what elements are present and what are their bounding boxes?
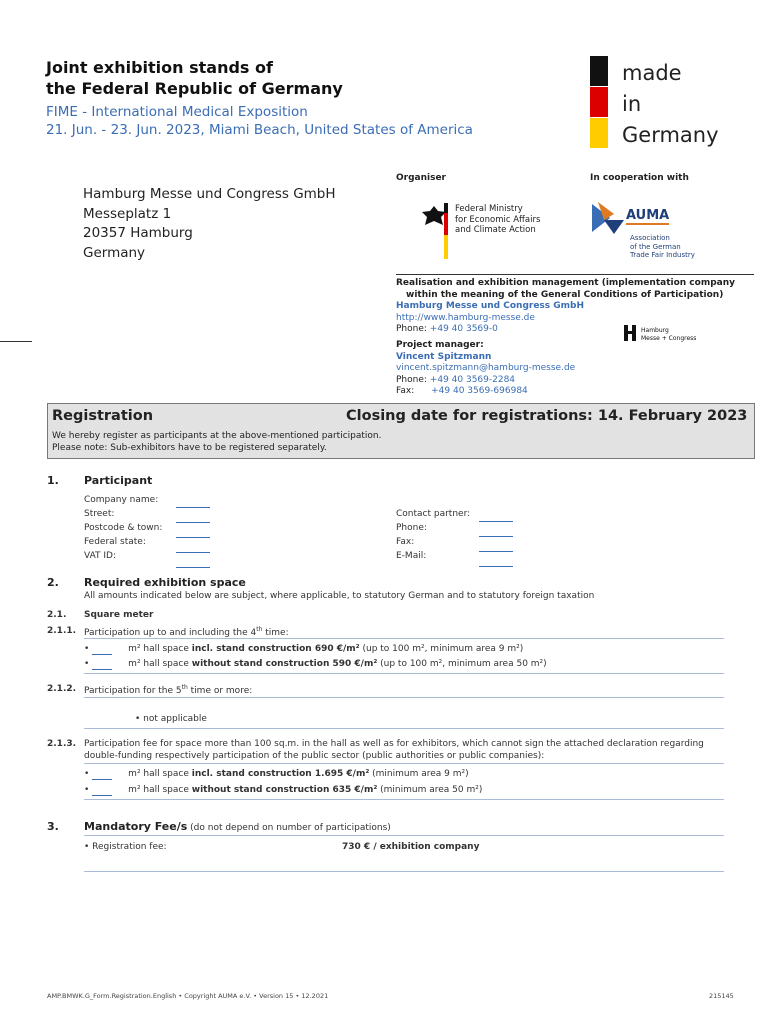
section-1-title: Participant [84, 474, 153, 487]
option-large-incl-construction[interactable]: • m² hall space incl. stand construction 1.695 €/m² (minimum area 9 m²) [84, 769, 469, 779]
street-field[interactable] [176, 508, 210, 523]
section-2-1-3-text: Participation fee for space more than 100 sq.m. in the hall as well as for exhibitors, which cannot sign the attached declaration regarding double-funding respectively participation of the public sector (public authorities or public companies): [84, 739, 704, 761]
section-2-1-1-text: Participation up to and including the 4th time: [84, 626, 289, 638]
divider [84, 697, 724, 698]
participant-left-inputs[interactable] [176, 493, 210, 568]
fax-field[interactable] [479, 537, 513, 552]
bmwk-logo: Federal Ministry for Economic Affairs and Climate Action [419, 203, 549, 261]
event-name: FIME - International Medical Exposition [46, 104, 308, 120]
section-2-title: Required exhibition space [84, 576, 246, 589]
contact-partner-field[interactable] [479, 507, 513, 522]
closing-date: Closing date for registrations: 14. February 2023 [346, 408, 748, 424]
area-field-3[interactable] [92, 769, 112, 780]
footer-left: AMP.BMWK.G_Form.Registration.English • Copyright AUMA e.V. • Version 15 • 12.2021 [47, 992, 329, 1000]
recipient-address: Hamburg Messe und Congress GmbH Messeplatz 1 20357 Hamburg Germany [83, 186, 336, 261]
area-field-4[interactable] [92, 785, 112, 796]
company-url[interactable]: http://www.hamburg-messe.de [396, 312, 535, 323]
divider [84, 871, 724, 872]
option-large-without-construction[interactable]: • m² hall space without stand construction 635 €/m² (minimum area 50 m²) [84, 785, 483, 795]
not-applicable-text: • not applicable [135, 714, 207, 724]
made-in-germany-logo: made in Germany [590, 56, 740, 151]
realisation-info: Realisation and exhibition management (implementation company within the meaning of the General Conditions of Participation) Hamburg Messe und Congress GmbH http://www.hamburg-messe.de Phone: +49 40 3569-0 Project manager: Vincent Spitzmann vincent.spitzmann@hamburg-messe.de Phone: +49 40 3569-2284 Fax: +49 40 3569-696984 [396, 274, 754, 398]
email-field[interactable] [479, 552, 513, 567]
section-2-1-2-text: Participation for the 5th time or more: [84, 684, 253, 696]
event-info [46, 103, 473, 139]
section-2-1-number: 2.1. [47, 610, 67, 620]
divider [84, 673, 724, 674]
registration-box: Registration Closing date for registrations: 14. February 2023 We hereby register as participants at the above-mentioned participation. Please note: Sub-exhibitors have to be registered separately. [47, 403, 755, 459]
divider [84, 835, 724, 836]
divider [84, 638, 724, 639]
pm-email-link[interactable]: vincent.spitzmann@hamburg-messe.de [396, 363, 576, 374]
section-3-title: Mandatory Fee/s (do not depend on number of participations) [84, 820, 391, 833]
auma-mark-icon [590, 200, 626, 234]
phone-field[interactable] [479, 522, 513, 537]
section-2-1-3-number: 2.1.3. [47, 739, 77, 749]
participant-right-labels: Contact partner: Phone: Fax: E-Mail: [396, 509, 471, 561]
section-2-1-1-number: 2.1.1. [47, 626, 77, 636]
divider [84, 799, 724, 800]
page-title: Joint exhibition stands of the Federal Republic of Germany [46, 58, 343, 98]
section-3-number: 3. [47, 820, 59, 833]
area-field-2[interactable] [92, 659, 112, 670]
organiser-label: Organiser [396, 173, 446, 183]
company-name-field[interactable] [176, 493, 210, 508]
vat-id-field[interactable] [176, 553, 210, 568]
option-without-construction[interactable]: • m² hall space without stand construction 590 €/m² (up to 100 m², minimum area 50 m²) [84, 659, 547, 669]
tax-note: All amounts indicated below are subject, where applicable, to statutory German and to statutory foreign taxation [84, 591, 595, 601]
divider [84, 763, 724, 764]
area-field-1[interactable] [92, 644, 112, 655]
section-2-number: 2. [47, 576, 59, 589]
divider [84, 728, 724, 729]
section-2-1-2-number: 2.1.2. [47, 684, 77, 694]
cooperation-label: In cooperation with [590, 173, 689, 183]
registration-title: Registration [52, 408, 154, 424]
federal-state-field[interactable] [176, 538, 210, 553]
section-1-number: 1. [47, 474, 59, 487]
footer-form-number: 215145 [709, 992, 734, 1000]
participant-right-inputs[interactable] [479, 507, 513, 567]
section-2-1-title: Square meter [84, 610, 154, 620]
postcode-town-field[interactable] [176, 523, 210, 538]
option-incl-construction[interactable]: • m² hall space incl. stand construction 690 €/m² (up to 100 m², minimum area 9 m²) [84, 644, 524, 654]
event-dates: 21. Jun. - 23. Jun. 2023, Miami Beach, United States of America [46, 122, 473, 138]
participant-left-labels: Company name: Street: Postcode & town: Federal state: VAT ID: [84, 495, 163, 561]
auma-logo: AUMA Association of the German Trade Fair Industry [590, 200, 710, 262]
registration-fee-label: • Registration fee: [84, 842, 167, 852]
fold-mark [0, 341, 32, 342]
registration-fee-value: 730 € / exhibition company [342, 842, 480, 852]
